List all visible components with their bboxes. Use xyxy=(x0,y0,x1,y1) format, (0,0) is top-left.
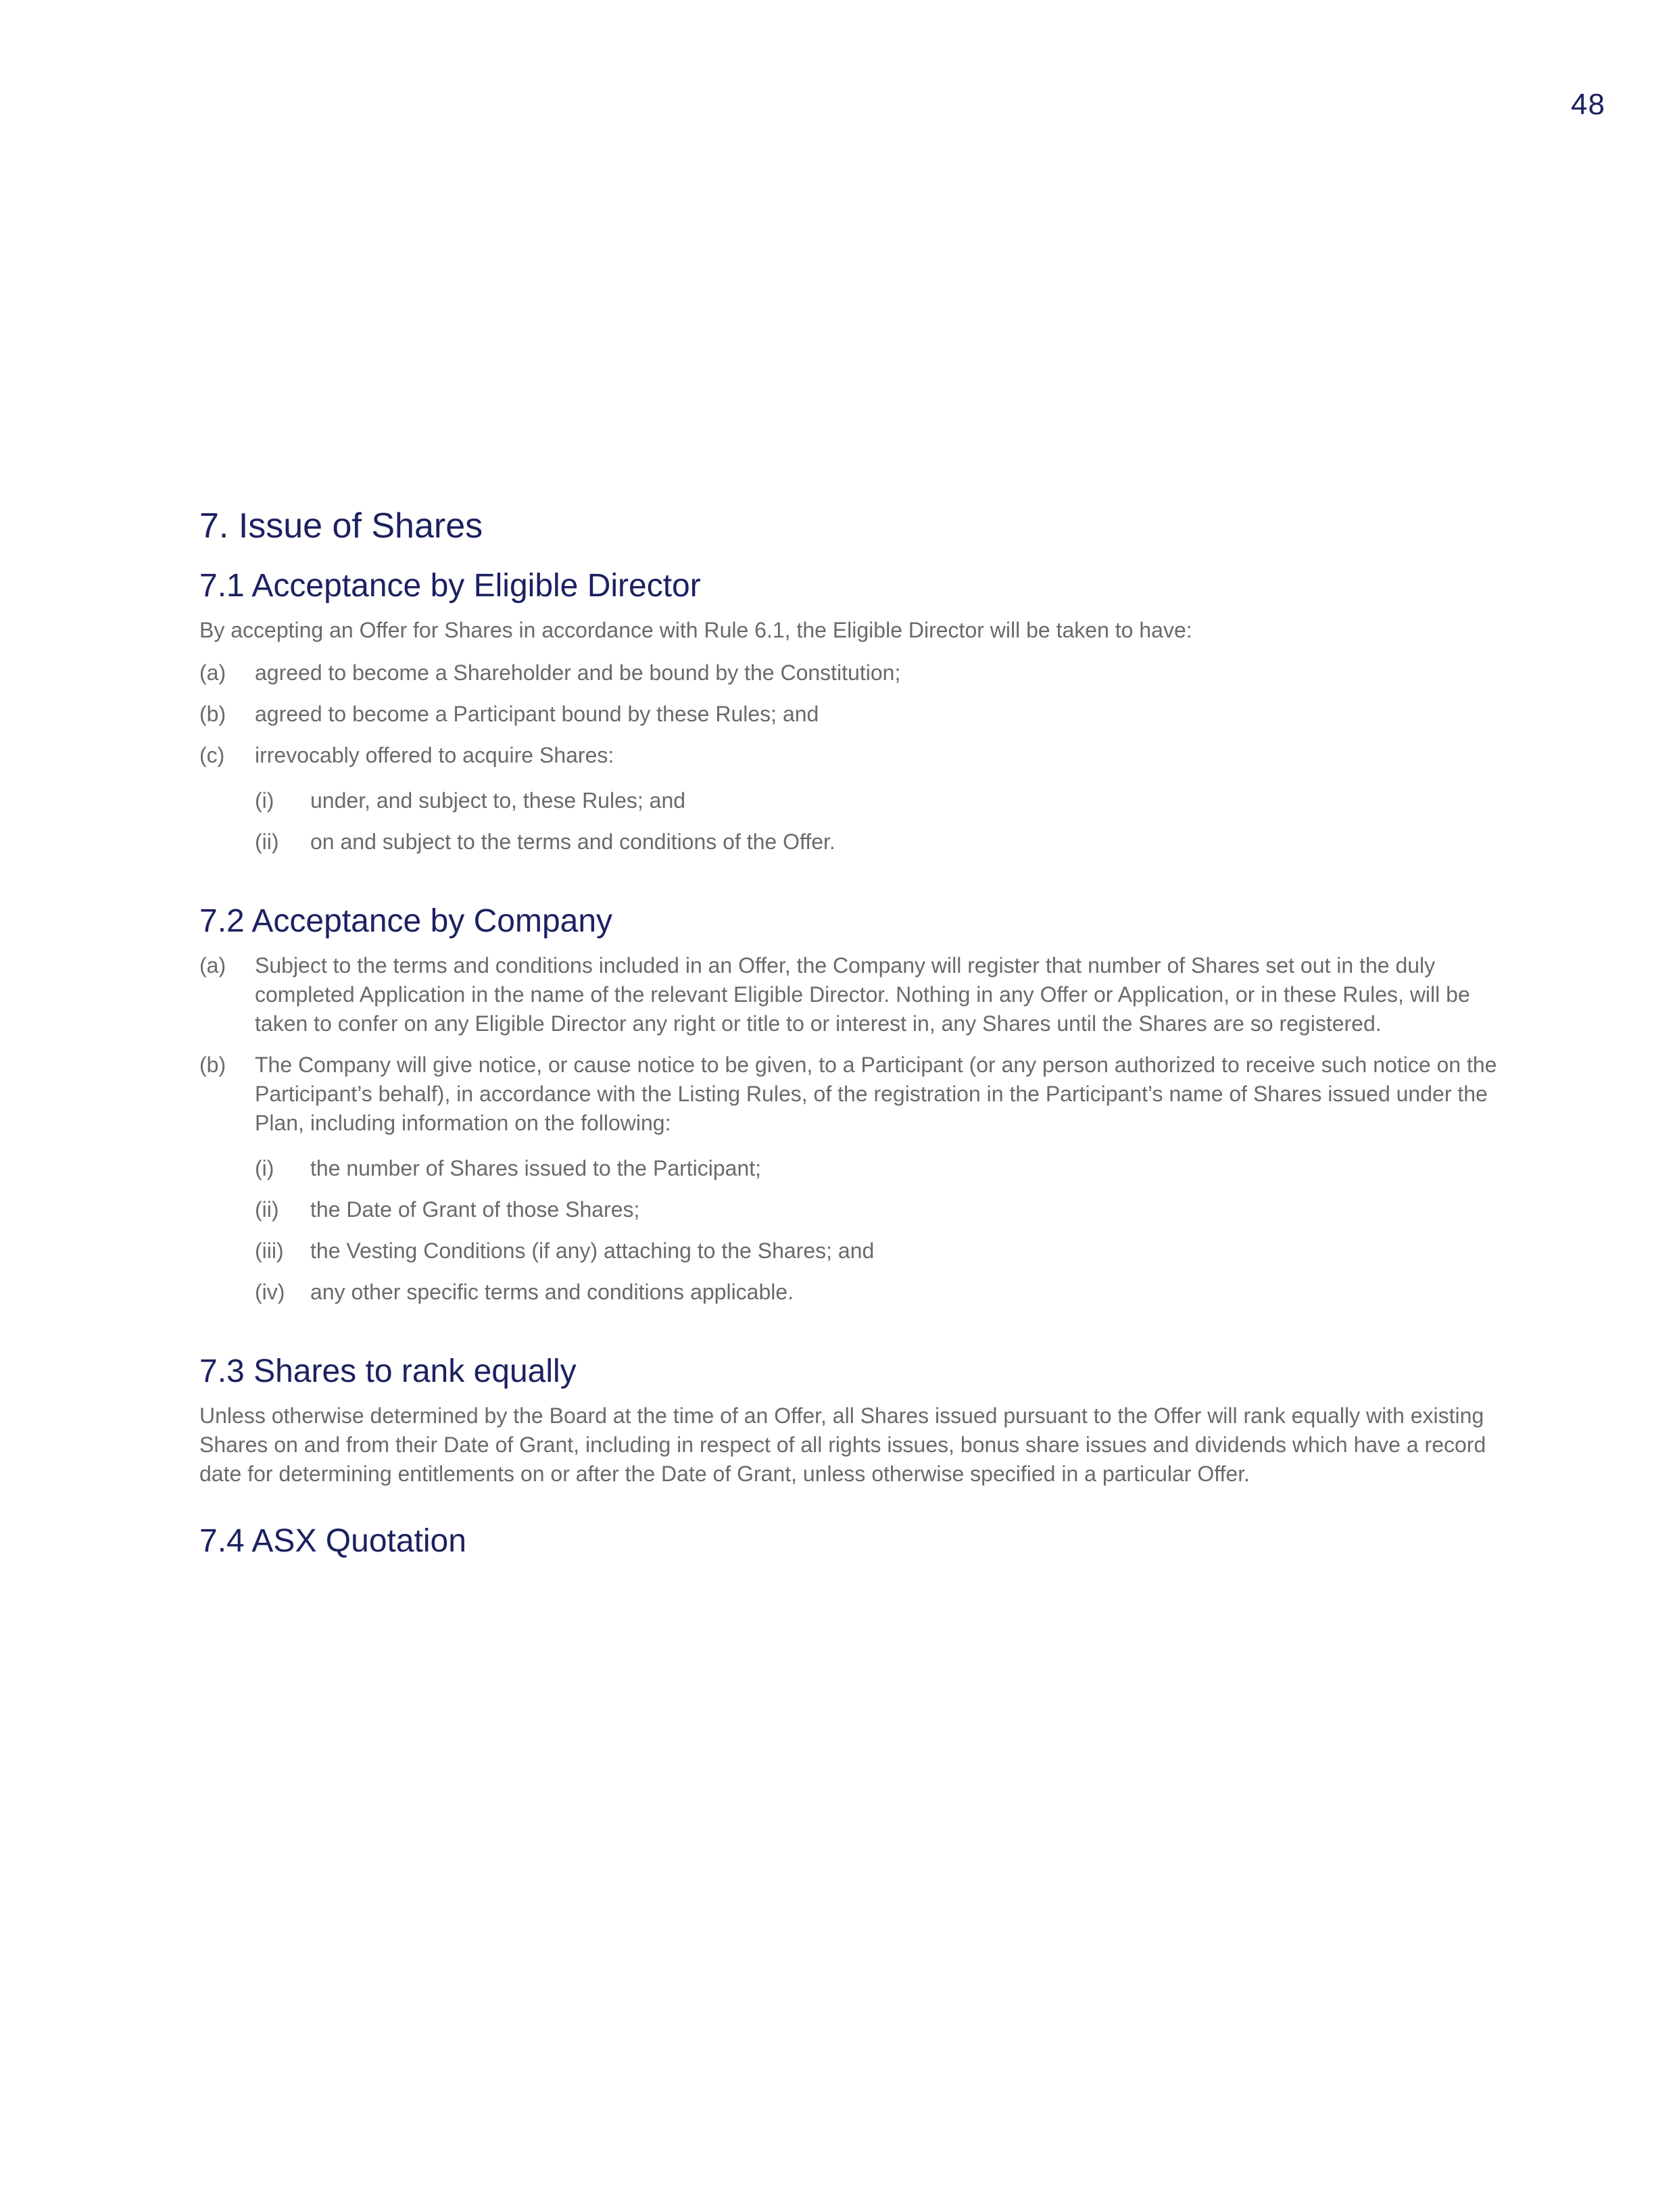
sub-list-item-text: on and subject to the terms and conditions of the Offer. xyxy=(310,830,835,854)
list-item xyxy=(199,700,1517,729)
sub-list-item-label: (iv) xyxy=(255,1280,285,1304)
subsection-title-7-3: 7.3 Shares to rank equally xyxy=(199,1353,577,1389)
list-item xyxy=(199,658,1517,688)
sub-list-item-text: the Vesting Conditions (if any) attaching to the Shares; and xyxy=(310,1239,875,1263)
section-title: 7. Issue of Shares xyxy=(199,506,483,546)
sub-list xyxy=(255,1154,1517,1307)
list-item-label: (b) xyxy=(199,702,226,726)
list-item-text xyxy=(255,1051,1517,1319)
list-item-text: agreed to become a Participant bound by these Rules; and xyxy=(255,702,819,726)
subsection-intro: By accepting an Offer for Shares in accordance with Rule 6.1, the Eligible Director will be taken to have: xyxy=(199,618,1192,642)
sub-list-item-text: under, and subject to, these Rules; and xyxy=(310,788,686,813)
list-item-label: (c) xyxy=(199,743,225,767)
subsection-body: Unless otherwise determined by the Board at the time of an Offer, all Shares issued pursuant to the Offer will rank equally with existing Shares on and from their Date of Grant, including in respect of all rights issues, bonus share issues and dividends which have a record date for determining entitlements on or after the Date of Grant, unless otherwise specified in a particular Offer. xyxy=(199,1403,1486,1486)
list-item-text xyxy=(255,741,1517,869)
subsection-title-7-1: 7.1 Acceptance by Eligible Director xyxy=(199,568,701,604)
list-item-text-content: irrevocably offered to acquire Shares: xyxy=(255,743,614,767)
list-item-label: (a) xyxy=(199,953,226,978)
subsection-title-7-4: 7.4 ASX Quotation xyxy=(199,1523,466,1559)
list-item xyxy=(199,741,1517,869)
sub-list-item xyxy=(255,827,1517,857)
sub-list-item xyxy=(255,1154,1517,1183)
list-item-label: (b) xyxy=(199,1053,226,1077)
list-item-text: Subject to the terms and conditions included in an Offer, the Company will register that number of Shares set out in the duly completed Application in the name of the relevant Eligible Director. Nothing in any Offer or Application, or in these Rules, will be taken to confer on any Eligible Director any right or title to or interest in, any Shares until the Shares are so registered. xyxy=(255,953,1470,1036)
list-item-label: (a) xyxy=(199,660,226,685)
sub-list-item xyxy=(255,1236,1517,1266)
list-item xyxy=(199,951,1517,1038)
sub-list-item-text: the number of Shares issued to the Participant; xyxy=(310,1156,762,1180)
sub-list-item xyxy=(255,1195,1517,1224)
document-body xyxy=(199,504,1517,1571)
sub-list-item-text: any other specific terms and conditions applicable. xyxy=(310,1280,794,1304)
subsection-title-7-2: 7.2 Acceptance by Company xyxy=(199,903,613,939)
list-item xyxy=(199,1051,1517,1319)
sub-list-item xyxy=(255,1278,1517,1307)
sub-list-item xyxy=(255,786,1517,815)
sub-list-item-label: (ii) xyxy=(255,830,279,854)
sub-list-item-label: (ii) xyxy=(255,1197,279,1222)
sub-list-item-label: (i) xyxy=(255,788,274,813)
list-item-text-content: The Company will give notice, or cause notice to be given, to a Participant (or any person authorized to receive such notice on the Participant’s behalf), in accordance with the Listing Rules, of the registration in the Participant’s name of Shares issued under the Plan, including information on the following: xyxy=(255,1053,1497,1135)
sub-list-item-label: (i) xyxy=(255,1156,274,1180)
sub-list-item-text: the Date of Grant of those Shares; xyxy=(310,1197,640,1222)
sub-list xyxy=(255,786,1517,857)
sub-list-item-label: (iii) xyxy=(255,1239,284,1263)
page-number: 48 xyxy=(1571,88,1605,121)
list-item-text: agreed to become a Shareholder and be bound by the Constitution; xyxy=(255,660,901,685)
